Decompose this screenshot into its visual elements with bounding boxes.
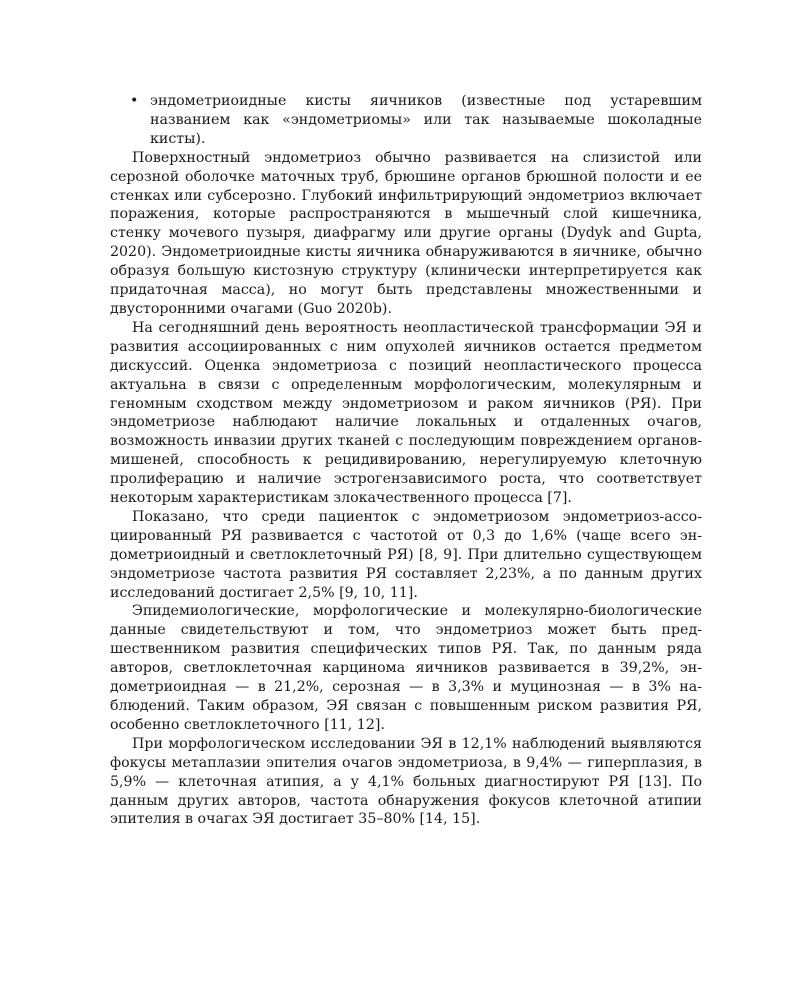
document-page [110,92,702,829]
paragraph-morphology: При морфологическом исследовании ЭЯ в 12,1% наблюдений выявляются фокусы метаплазии эпителия очагов эндометриоза, в 9,4% — гиперплазия, в 5,9% — клеточная атипия, а у 4,1% больных диагностируют РЯ [13]. По данным других авторов, частота обнаружения фокусов клеточной атипии эпителия в очагах ЭЯ достигает 35–80% [14, 15]. [110,735,702,828]
bullet-item-ovarian-cysts [110,92,702,149]
bullet-text: эндометриоидные кисты яичников (известные под устаревшим названием как «эндометриомы» или так называемые шоколадные кисты). [150,93,702,147]
bullet-mark: • [130,93,139,109]
paragraph-incidence: Показано, что среди пациенток с эндометриозом эндометриоз-ассоциированный РЯ развивается с частотой от 0,3 до 1,6% (чаще всего эндометриоидный и светлоклеточный РЯ) [8, 9]. При длительно существующем эндометриозе частота развития РЯ составляет 2,23%, а по данным других исследований достигает 2,5% [9, 10, 11]. [110,508,702,601]
paragraph-epidemiology: Эпидемиологические, морфологические и молекулярно-биологические данные свидетельствуют и том, что эндометриоз может быть предшественником развития специфических типов РЯ. Так, по данным ряда авторов, светлоклеточная карцинома яичников развивается в 39,2%, эндометриоидная — в 21,2%, серозная — в 3,3% и муцинозная — в 3% наблюдений. Таким образом, ЭЯ связан с повышенным риском развития РЯ, особенно светлоклеточного [11, 12]. [110,603,702,733]
paragraph-neoplastic-transformation: На сегодняшний день вероятность неопластической трансформации ЭЯ и развития ассоциированных с ним опухолей яичников остается предметом дискуссий. Оценка эндометриоза с позиций неопластического процесса актуальна в связи с определенным морфологическим, молекулярным и геномным сходством между эндометриозом и раком яичников (РЯ). При эндометриозе наблюдают наличие локальных и отдаленных очагов, возможность инвазии других тканей с последующим повреждением органов-мишеней, способность к рецидивированию, нерегулируемую клеточную пролиферацию и наличие эстрогензависимого роста, что соответствует некоторым характеристикам злокачественного процесса [7]. [110,319,702,507]
paragraph-superficial-endometriosis: Поверхностный эндометриоз обычно развивается на слизистой или серозной оболочке маточных труб, брюшине органов брюшной полости и ее стенках или субсерозно. Глубокий инфильтрирующий эндометриоз включает поражения, которые распространяются в мышечный слой кишечника, стенку мочевого пузыря, диафрагму или другие органы (Dydyk and Gupta, 2020). Эндометриоидные кисты яичника обнаруживаются в яичнике, обычно образуя большую кистозную структуру (клинически интерпретируется как придаточная масса), но могут быть представлены множественными и двусторонними очагами (Guo 2020b). [110,149,702,317]
